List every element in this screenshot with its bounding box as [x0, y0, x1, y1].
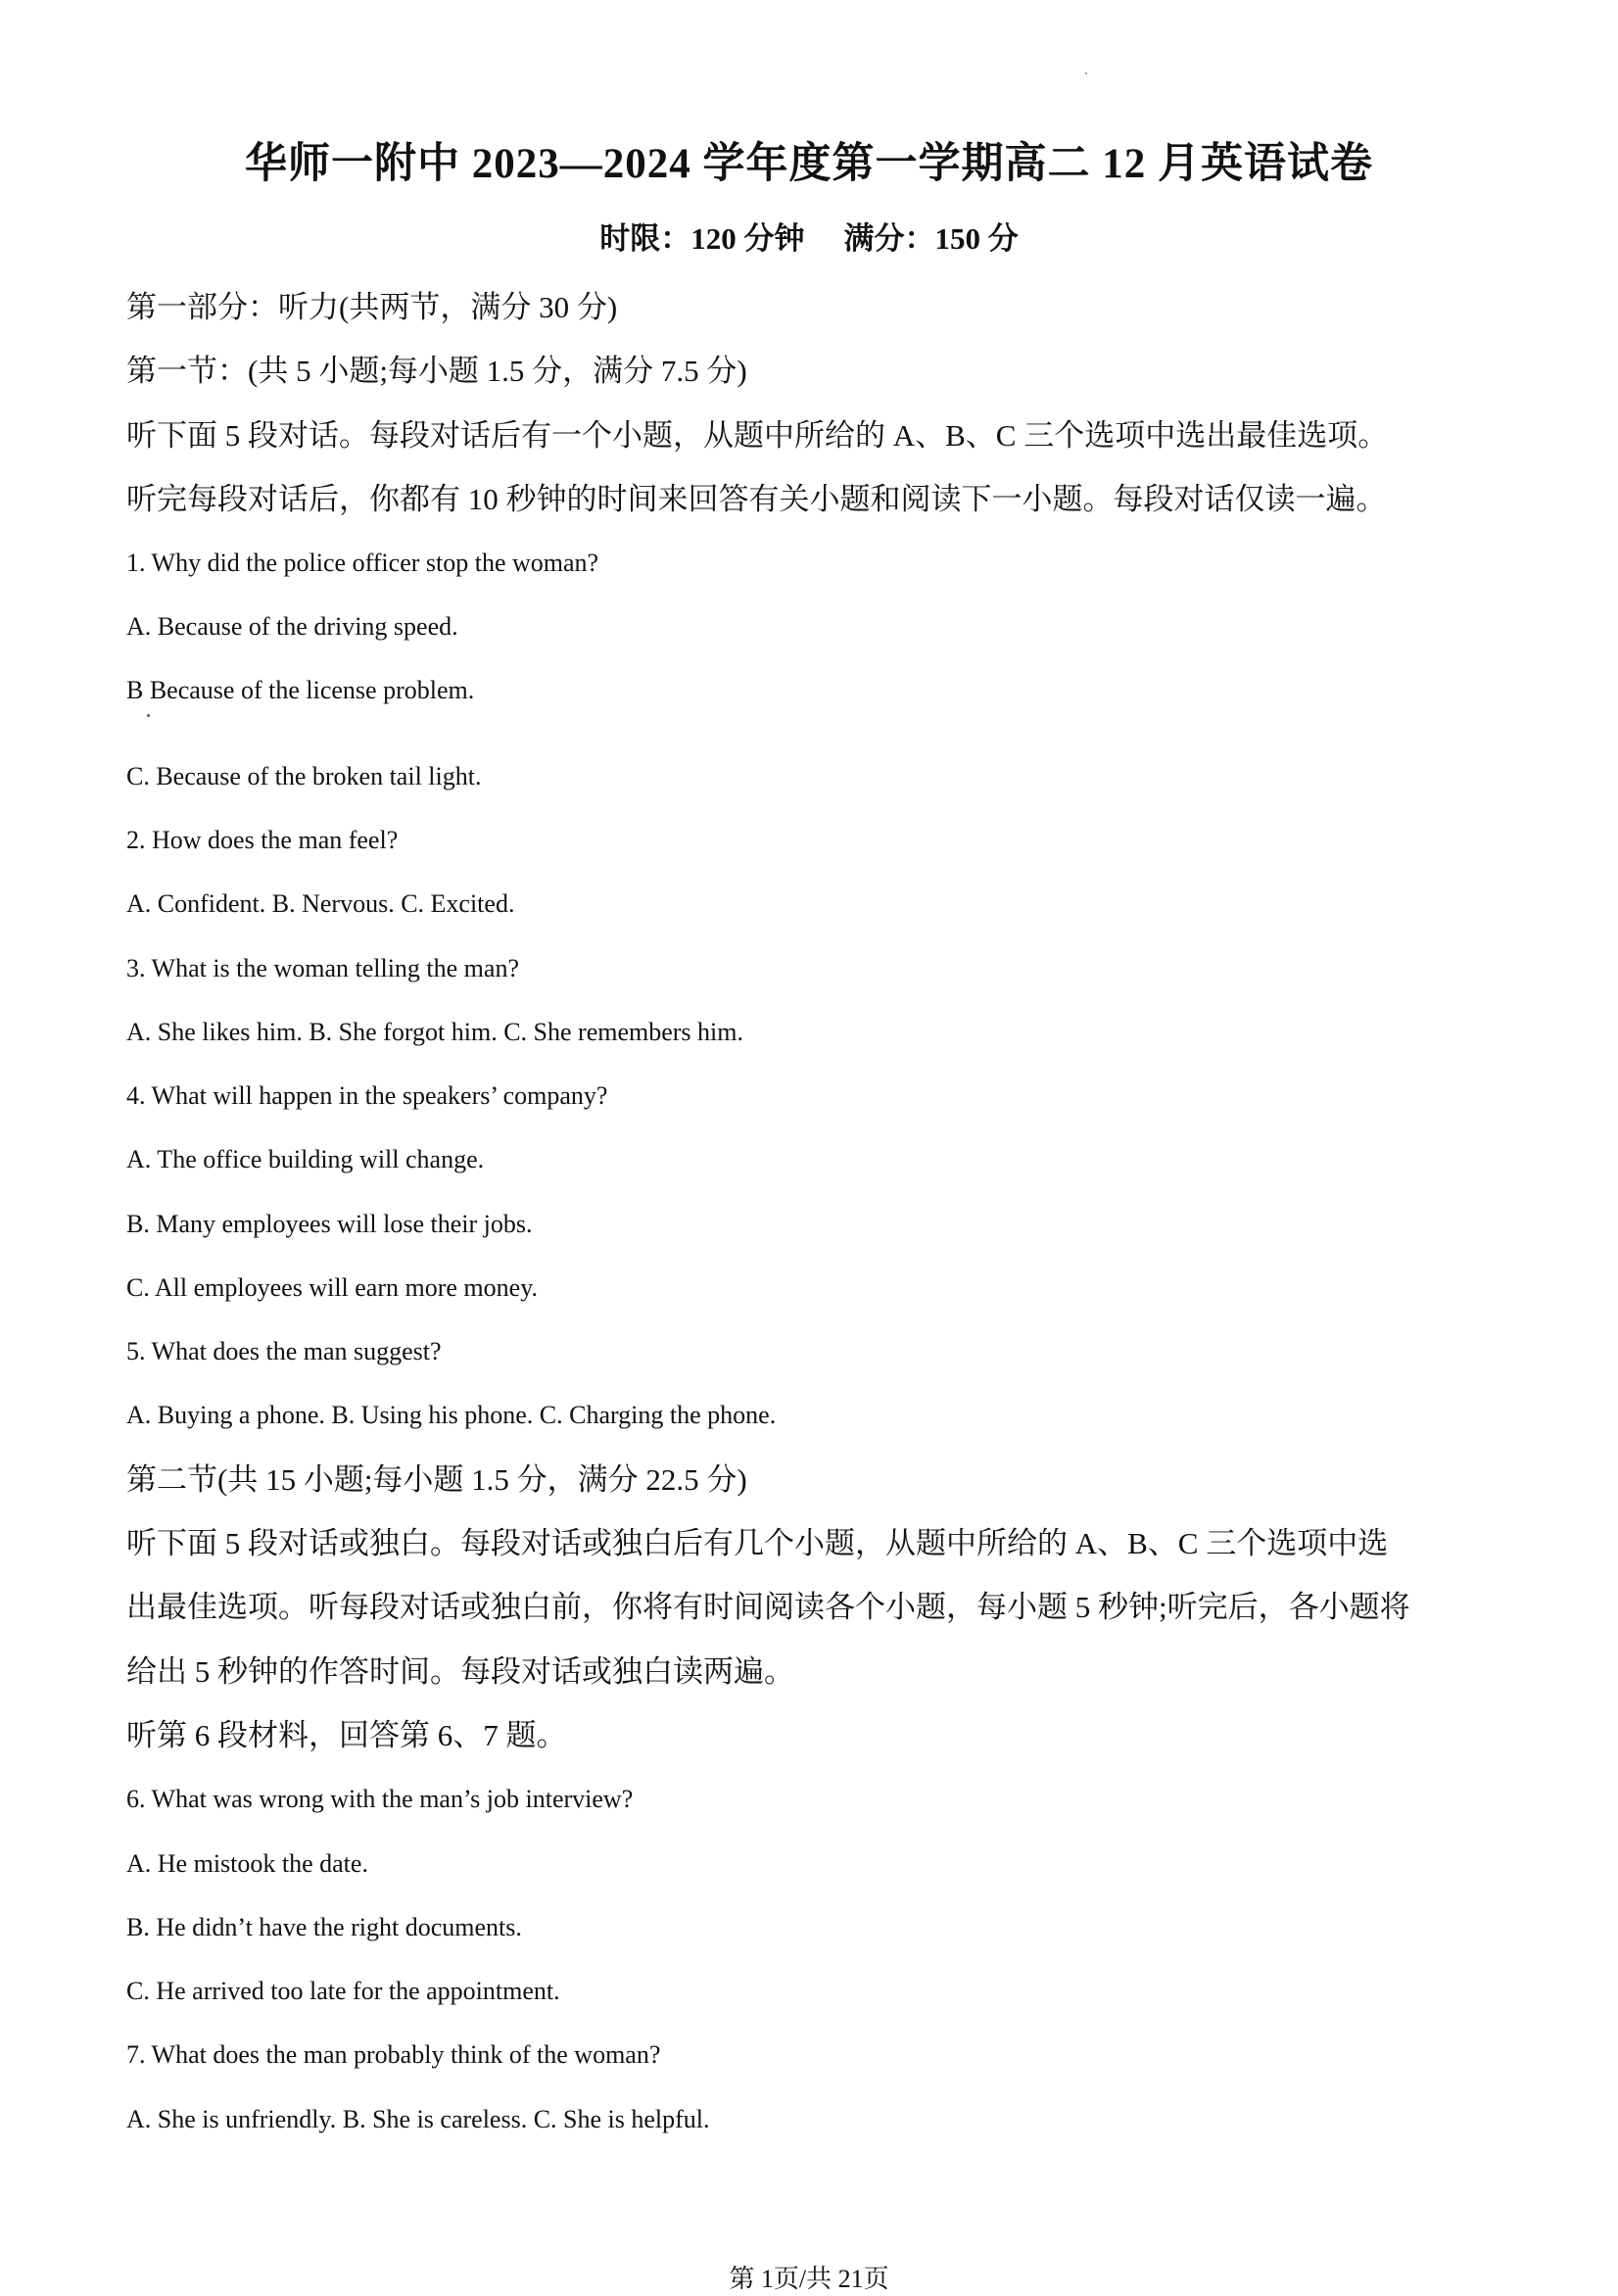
question-1: 1. Why did the police officer stop the woman?	[126, 549, 599, 577]
scan-dot	[147, 714, 150, 717]
question-6: 6. What was wrong with the man’s job interview?	[126, 1785, 634, 1813]
q4-option-c: C. All employees will earn more money.	[126, 1273, 538, 1302]
q6-option-a: A. He mistook the date.	[126, 1849, 368, 1878]
q5-options: A. Buying a phone. B. Using his phone. C. Charging the phone.	[126, 1401, 777, 1429]
q1-option-c: C. Because of the broken tail light.	[126, 762, 482, 790]
section2-instruction-3: 给出 5 秒钟的作答时间。每段对话或独白读两遍。	[126, 1654, 794, 1689]
exam-title: 华师一附中 2023—2024 学年度第一学期高二 12 月英语试卷	[245, 141, 1373, 187]
page-footer: 第 1页/共 21页	[729, 2265, 889, 2293]
time-limit: 时限：120 分钟	[599, 221, 805, 256]
section2-instruction-2: 出最佳选项。听每段对话或独白前，你将有时间阅读各个小题，每小题 5 秒钟;听完后，各小题将	[126, 1590, 1410, 1624]
q7-options: A. She is unfriendly. B. She is careless. C. She is helpful.	[126, 2105, 710, 2133]
question-4: 4. What will happen in the speakers’ company?	[126, 1081, 608, 1110]
material-6-heading: 听第 6 段材料，回答第 6、7 题。	[126, 1718, 567, 1752]
q1-option-b: B Because of the license problem.	[126, 676, 475, 704]
full-score: 满分：150 分	[843, 221, 1019, 256]
part1-heading: 第一部分：听力(共两节，满分 30 分)	[126, 290, 618, 324]
q6-option-b: B. He didn’t have the right documents.	[126, 1913, 522, 1941]
q3-options: A. She likes him. B. She forgot him. C. She remembers him.	[126, 1018, 743, 1046]
section2-heading: 第二节(共 15 小题;每小题 1.5 分，满分 22.5 分)	[126, 1462, 747, 1497]
question-2: 2. How does the man feel?	[126, 826, 399, 854]
exam-subtitle	[0, 217, 1618, 261]
section2-instruction-1: 听下面 5 段对话或独白。每段对话或独白后有几个小题，从题中所给的 A、B、C 三个选项中选	[126, 1526, 1389, 1560]
section1-heading: 第一节：(共 5 小题;每小题 1.5 分，满分 7.5 分)	[126, 354, 747, 388]
q4-option-b: B. Many employees will lose their jobs.	[126, 1210, 533, 1238]
section1-instruction-1: 听下面 5 段对话。每段对话后有一个小题，从题中所给的 A、B、C 三个选项中选出最佳选项。	[126, 418, 1389, 453]
question-5: 5. What does the man suggest?	[126, 1337, 442, 1365]
section1-instruction-2: 听完每段对话后，你都有 10 秒钟的时间来回答有关小题和阅读下一小题。每段对话仅读一遍。	[126, 482, 1387, 516]
q6-option-c: C. He arrived too late for the appointment.	[126, 1977, 560, 2005]
scan-speck	[1085, 72, 1087, 74]
q1-option-a: A. Because of the driving speed.	[126, 612, 458, 641]
question-3: 3. What is the woman telling the man?	[126, 954, 519, 982]
q4-option-a: A. The office building will change.	[126, 1145, 485, 1173]
q2-options: A. Confident. B. Nervous. C. Excited.	[126, 889, 515, 918]
question-7: 7. What does the man probably think of the woman?	[126, 2040, 661, 2069]
